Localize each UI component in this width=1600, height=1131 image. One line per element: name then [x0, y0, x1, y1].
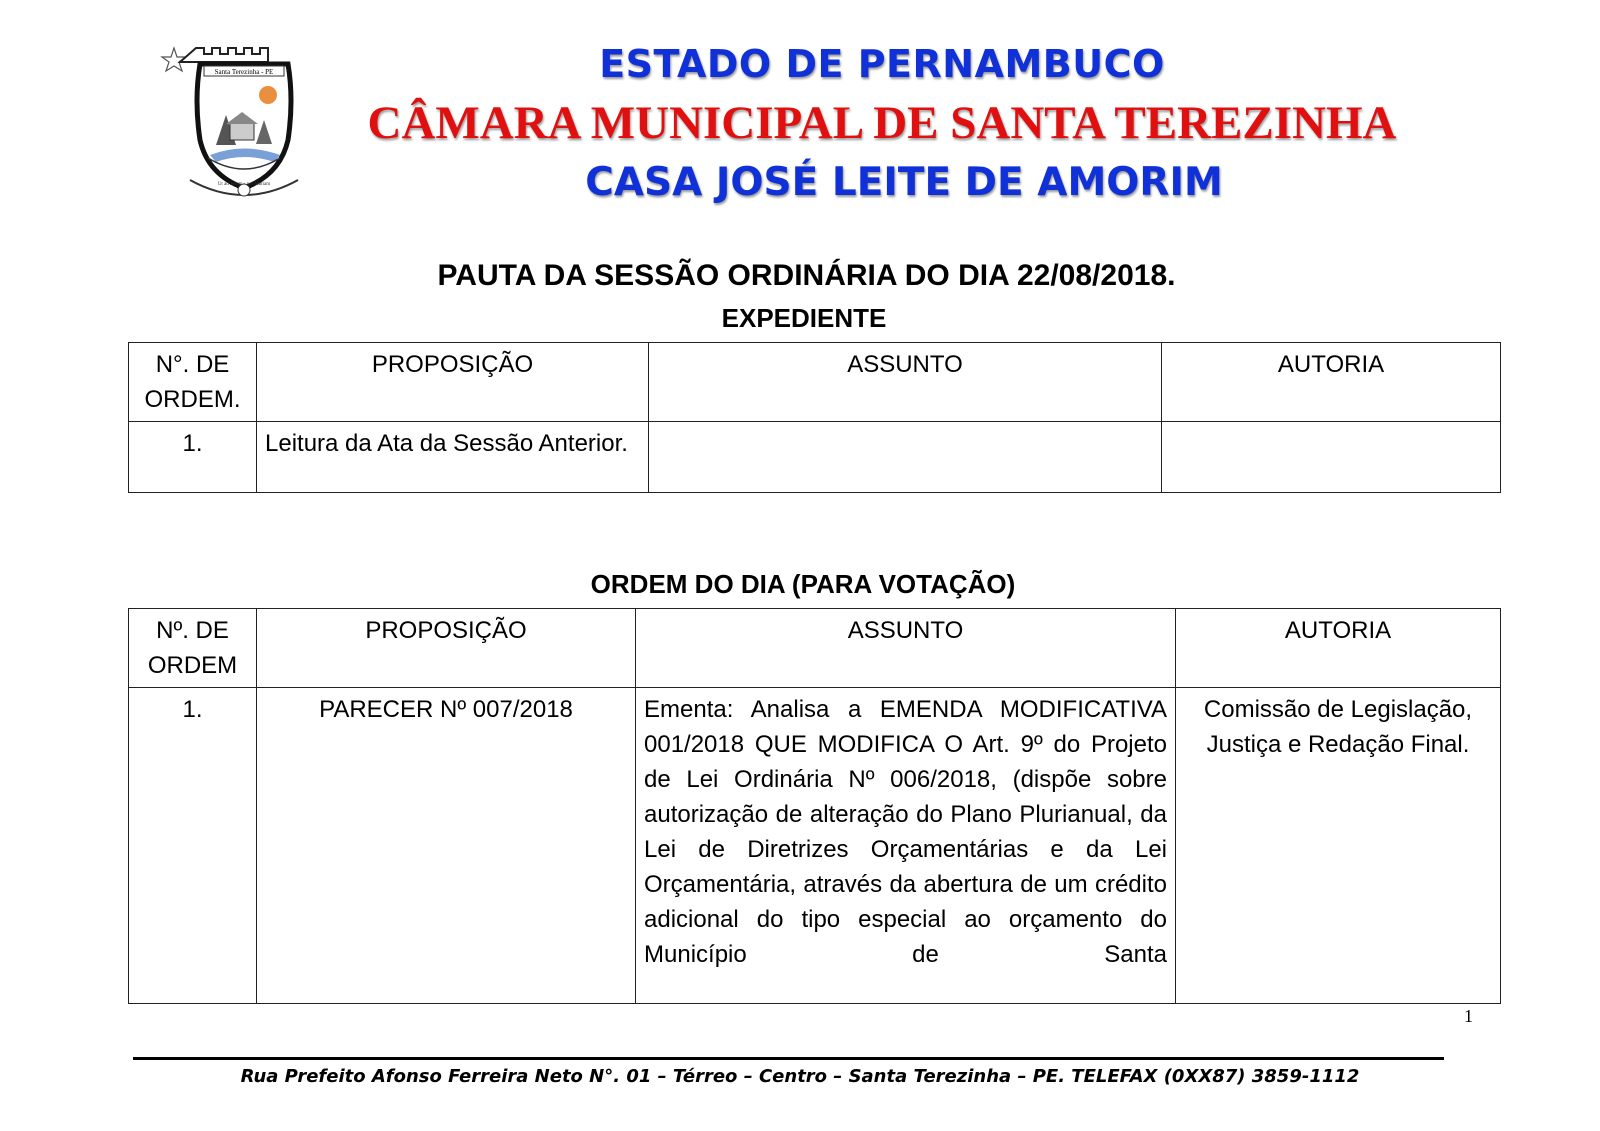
row-subject	[649, 422, 1162, 493]
footer-divider	[133, 1057, 1444, 1060]
column-header-author: AUTORIA	[1176, 609, 1501, 688]
row-proposition: PARECER Nº 007/2018	[257, 688, 636, 1004]
page-number: 1	[1464, 1006, 1473, 1026]
row-subject: Ementa: Analisa a EMENDA MODIFICATIVA 001/2018 QUE MODIFICA O Art. 9º do Projeto de Lei Ordinária Nº 006/2018, (dispõe sobre autorização de alteração do Plano Plurianual, da Lei de Diretrizes Orçamentárias e da Lei Orçamentária, através da abertura de um crédito adicional do tipo especial ao orçamento do Município de Santa	[636, 688, 1176, 1004]
table-header-row	[129, 609, 1501, 688]
footer-address: Rua Prefeito Afonso Ferreira Neto N°. 01 – Térreo – Centro – Santa Terezinha – PE. TELEFAX (0XX87) 3859-1112	[240, 1066, 1360, 1087]
column-header-number: N°. DE ORDEM.	[129, 343, 257, 422]
row-proposition: Leitura da Ata da Sessão Anterior.	[257, 422, 649, 493]
column-header-proposition: PROPOSIÇÃO	[257, 609, 636, 688]
header-chamber: CÂMARA MUNICIPAL DE SANTA TEREZINHA	[367, 97, 1397, 149]
table-row	[129, 422, 1501, 493]
expediente-table	[128, 342, 1501, 493]
crest-motto-text: Ut ad Jesum · per Mariam	[217, 182, 271, 187]
column-header-subject: ASSUNTO	[649, 343, 1162, 422]
table-row	[129, 688, 1501, 1004]
row-number: 1.	[129, 688, 257, 1004]
agenda-title: PAUTA DA SESSÃO ORDINÁRIA DO DIA 22/08/2018.	[437, 259, 1176, 292]
crest-banner-text: Santa Terezinha - PE	[214, 68, 274, 76]
column-header-number: Nº. DE ORDEM	[129, 609, 257, 688]
expediente-heading: EXPEDIENTE	[721, 303, 887, 333]
row-author	[1162, 422, 1501, 493]
header-house: CASA JOSÉ LEITE DE AMORIM	[585, 160, 1223, 205]
row-author: Comissão de Legislação, Justiça e Redação Final.	[1176, 688, 1501, 1004]
ordem-do-dia-table	[128, 608, 1501, 1004]
column-header-author: AUTORIA	[1162, 343, 1501, 422]
table-header-row	[129, 343, 1501, 422]
ordem-do-dia-heading: ORDEM DO DIA (PARA VOTAÇÃO)	[590, 569, 1016, 599]
column-header-subject: ASSUNTO	[636, 609, 1176, 688]
column-header-proposition: PROPOSIÇÃO	[257, 343, 649, 422]
header-state: ESTADO DE PERNAMBUCO	[599, 42, 1165, 86]
row-number: 1.	[129, 422, 257, 493]
